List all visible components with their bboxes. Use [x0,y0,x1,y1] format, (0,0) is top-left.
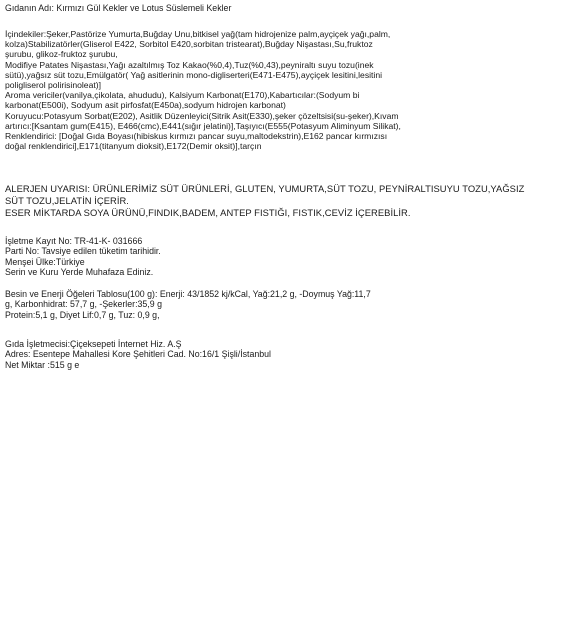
ingredients-line: sütü),yağsız süt tozu,Emülgatör( Yağ asitlerinin mono-digliserteri(E471-E475),ayçiçek lesitini,lesitini [5,69,383,80]
batch-number: Parti No: Tavsiye edilen tüketim tarihidir. [5,246,161,257]
nutrition-line: Besin ve Enerji Öğeleri Tablosu(100 g): Enerji: 43/1852 kj/kCal, Yağ:21,2 g, -Doymuş Yağ:11,7 [5,289,371,299]
company-address: Adres: Esentepe Mahallesi Kore Şehitleri Cad. No:16/1 Şişli/İstanbul [5,349,272,360]
nutrition-line: Protein:5,1 g, Diyet Lif:0,7 g, Tuz: 0,9 g, [5,309,160,320]
ingredients-line: artırıcı:[Ksantam gum(E415), E466(cmc),E441(sığır jelatini)],Taşıyıcı(E555(Potasyum Aliminyum Silikat), [5,120,401,131]
country-of-origin: Menşei Ülke:Türkiye [5,256,85,267]
allergen-line: ALERJEN UYARISI: ÜRÜNLERİMİZ SÜT ÜRÜNLERİ, GLUTEN, YUMURTA,SÜT TOZU, PEYNİRALTISUYU TOZU,YAĞSIZ [5,183,525,194]
nutrition-line: g, Karbonhidrat: 57,7 g, -Şekerler:35,9 g [5,299,162,310]
product-name-line: Gıdanın Adı: Kırmızı Gül Kekler ve Lotus Süslemeli Kekler [5,3,232,13]
ingredients-line: İçindekiler:Şeker,Pastörize Yumurta,Buğday Unu,bitkisel yağ(tam hidrojenize palm,ayçiçek yağı,palm, [5,29,391,39]
food-operator: Gıda İşletmecisi:Çiçeksepeti İnternet Hiz. A.Ş [5,339,182,349]
nutrition-facts [5,289,371,320]
ingredients-line: poligliserol polirisinoleat)] [5,80,102,91]
storage-instructions: Serin ve Kuru Yerde Muhafaza Ediniz. [5,266,154,277]
ingredients-line: Renklendirici: [Doğal Gıda Boyası(hibiskus kırmızı pancar suyu,maltodekstrin),E162 pancar kırmızısı [5,131,388,142]
allergen-line: ESER MİKTARDA SOYA ÜRÜNÜ,FINDIK,BADEM, ANTEP FISTIĞI, FISTIK,CEVİZ İÇEREBİLİR. [5,207,411,218]
ingredients-line: karbonat(E500i), Sodyum asit pirfosfat(E450a),sodyum hidrojen karbonat) [5,100,286,111]
ingredients-line: Modifiye Patates Nişastası,Yağı azaltılmış Toz Kakao(%0,4),Tuz(%0,43),peyniraltı suyu tozu(inek [5,59,374,70]
ingredients-line: Aroma vericiler(vanilya,çikolata, ahududu), Kalsiyum Karbonat(E170),Kabartıcılar:(Sodyum bi [5,90,360,101]
allergen-line: SÜT TOZU,JELATİN İÇERİR. [5,195,129,206]
ingredients-line: şurubu, glikoz-fruktoz şurubu, [5,49,118,60]
ingredients-line: kolza)Stabilizatörler(Gliserol E422, Sorbitol E420,sorbitan tristearat),Buğday Nişastası,Su,fruktoz [5,39,373,50]
ingredients-line: doğal renklendirici],E171(titanyum dioksit),E172(Demir oksit)],tarçın [5,141,262,152]
allergen-warning [5,183,524,219]
product-name [5,3,231,13]
company-info [5,339,271,370]
net-quantity: Net Miktar :515 g e [5,359,80,370]
business-info [5,236,161,277]
registration-number: İşletme Kayıt No: TR-41-K- 031666 [5,236,143,246]
ingredients-line: Koruyucu:Potasyum Sorbat(E202), Asitlik Düzenleyici(Sitrik Asit(E330),şeker çözeltsisi(su-şeker),Kıvam [5,110,399,121]
ingredients-block [5,29,401,151]
